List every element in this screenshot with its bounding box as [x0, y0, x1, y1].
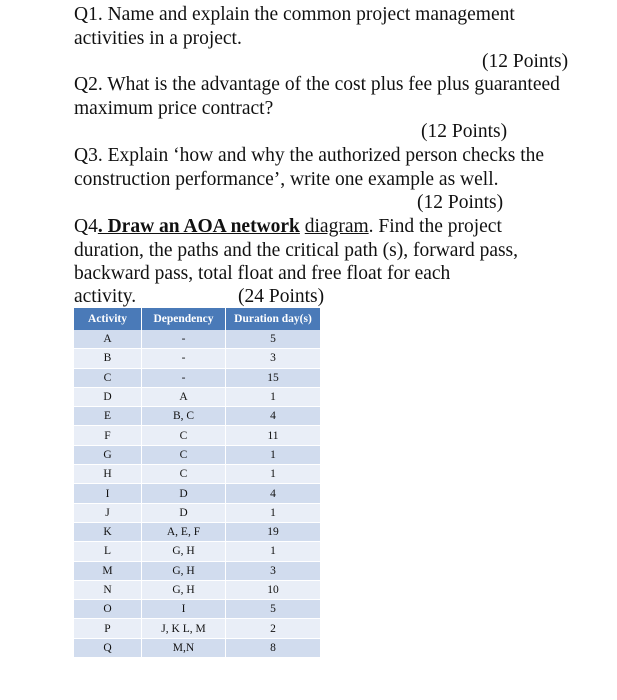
cell-duration: 1: [226, 387, 321, 406]
cell-dependency: G, H: [142, 542, 226, 561]
cell-duration: 19: [226, 522, 321, 541]
table-header-row: [74, 308, 321, 330]
q4-line2: duration, the paths and the critical path (s), forward pass,: [74, 240, 519, 261]
cell-duration: 3: [226, 561, 321, 580]
cell-duration: 1: [226, 445, 321, 464]
table-row: [74, 484, 321, 503]
header-duration: Duration day(s): [226, 308, 321, 330]
cell-dependency: I: [142, 600, 226, 619]
table-row: [74, 638, 321, 657]
cell-duration: 8: [226, 638, 321, 657]
q2-line1: Q2. What is the advantage of the cost plus fee plus guaranteed: [74, 74, 560, 95]
cell-duration: 4: [226, 484, 321, 503]
cell-dependency: B, C: [142, 407, 226, 426]
cell-duration: 5: [226, 600, 321, 619]
header-activity: Activity: [74, 308, 142, 330]
q3-points: (12 Points): [417, 192, 504, 213]
cell-activity: P: [74, 619, 142, 638]
cell-dependency: M,N: [142, 638, 226, 657]
cell-activity: A: [74, 330, 142, 349]
cell-dependency: G, H: [142, 580, 226, 599]
q3-line1: Q3. Explain ‘how and why the authorized person checks the: [74, 145, 545, 166]
cell-duration: 10: [226, 580, 321, 599]
header-dependency: Dependency: [142, 308, 226, 330]
q1-line1: Q1. Name and explain the common project management: [74, 4, 515, 25]
q4-points: (24 Points): [238, 286, 325, 307]
cell-duration: 11: [226, 426, 321, 445]
cell-activity: I: [74, 484, 142, 503]
table-row: [74, 561, 321, 580]
table-row: [74, 503, 321, 522]
cell-duration: 2: [226, 619, 321, 638]
q4-diagram-word: diagram: [304, 216, 369, 237]
cell-dependency: G, H: [142, 561, 226, 580]
cell-dependency: C: [142, 465, 226, 484]
q1-line2: activities in a project.: [74, 28, 242, 49]
cell-activity: G: [74, 445, 142, 464]
q4-line3: backward pass, total float and free float for each: [74, 263, 451, 284]
cell-duration: 4: [226, 407, 321, 426]
q4-bold-title: . Draw an AOA network: [97, 216, 300, 237]
cell-activity: B: [74, 349, 142, 368]
cell-duration: 5: [226, 330, 321, 349]
q4-line1: [74, 216, 502, 238]
table-row: [74, 465, 321, 484]
cell-activity: E: [74, 407, 142, 426]
cell-duration: 3: [226, 349, 321, 368]
cell-activity: N: [74, 580, 142, 599]
cell-dependency: -: [142, 349, 226, 368]
cell-activity: O: [74, 600, 142, 619]
table-row: [74, 426, 321, 445]
cell-dependency: J, K L, M: [142, 619, 226, 638]
cell-dependency: C: [142, 426, 226, 445]
cell-activity: F: [74, 426, 142, 445]
table-row: [74, 619, 321, 638]
cell-duration: 15: [226, 368, 321, 387]
table-row: [74, 580, 321, 599]
cell-activity: L: [74, 542, 142, 561]
cell-duration: 1: [226, 542, 321, 561]
q4-prefix: Q4: [74, 216, 98, 237]
table-row: [74, 542, 321, 561]
cell-dependency: C: [142, 445, 226, 464]
q4-line4: activity.: [74, 286, 137, 307]
q2-line2: maximum price contract?: [74, 98, 274, 119]
table-row: [74, 407, 321, 426]
activity-table: [74, 308, 321, 658]
q4-line1-rest: . Find the project: [368, 216, 502, 237]
table-row: [74, 368, 321, 387]
cell-duration: 1: [226, 465, 321, 484]
q1-points: (12 Points): [482, 51, 569, 72]
cell-dependency: -: [142, 368, 226, 387]
q3-line2: construction performance’, write one example as well.: [74, 169, 499, 190]
cell-dependency: -: [142, 330, 226, 349]
cell-activity: D: [74, 387, 142, 406]
table-row: [74, 387, 321, 406]
cell-duration: 1: [226, 503, 321, 522]
table-row: [74, 600, 321, 619]
table-body: [74, 330, 321, 658]
cell-activity: H: [74, 465, 142, 484]
cell-activity: C: [74, 368, 142, 387]
cell-activity: J: [74, 503, 142, 522]
cell-dependency: D: [142, 484, 226, 503]
cell-dependency: A, E, F: [142, 522, 226, 541]
cell-activity: Q: [74, 638, 142, 657]
cell-activity: K: [74, 522, 142, 541]
q2-points: (12 Points): [421, 121, 508, 142]
table-row: [74, 522, 321, 541]
cell-dependency: D: [142, 503, 226, 522]
table-row: [74, 330, 321, 349]
table-row: [74, 349, 321, 368]
cell-activity: M: [74, 561, 142, 580]
table-row: [74, 445, 321, 464]
cell-dependency: A: [142, 387, 226, 406]
